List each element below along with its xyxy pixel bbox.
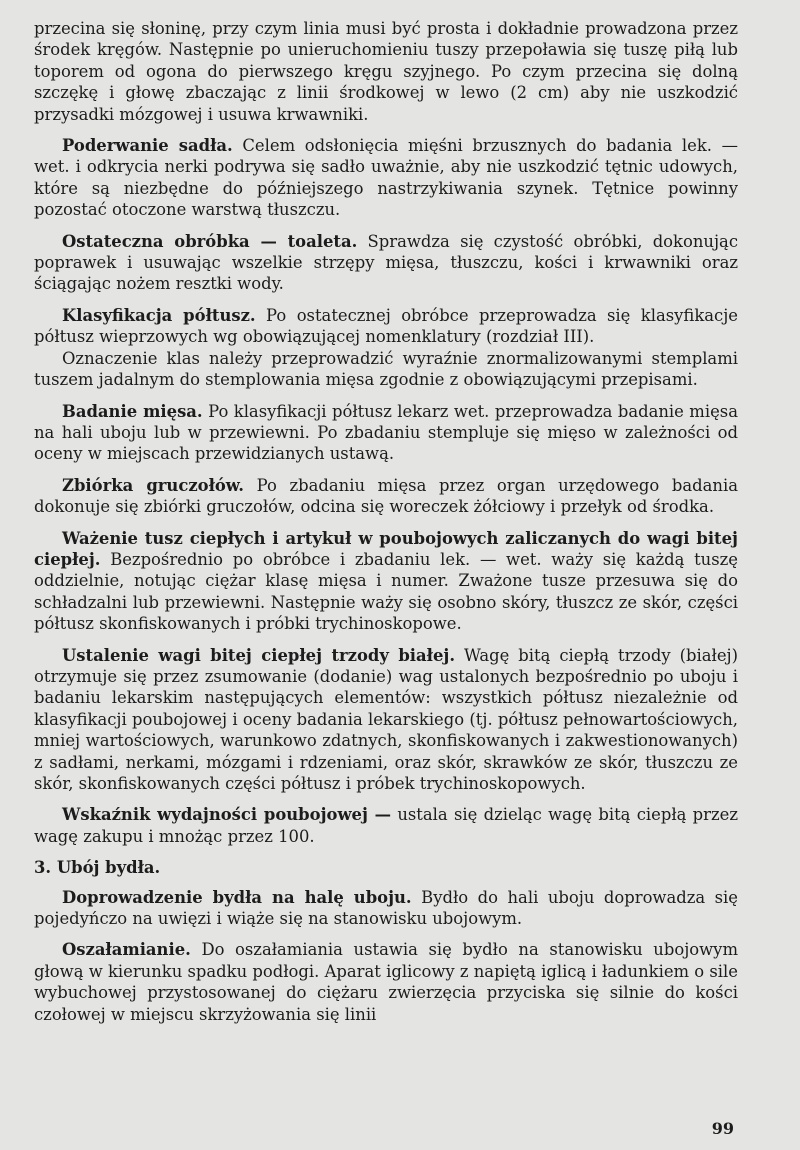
paragraph-text: Bydło do hali uboju doprowadza się pojedyńczo na uwięzi i wiąże się na stanowisku ubojowym. <box>34 887 738 929</box>
paragraph-wazenie-tusz <box>34 528 738 635</box>
paragraph-text: Do oszałamiania ustawia się bydło na stanowisku ubojowym głową w kierunku spadku podłogi. Aparat iglicowy z napiętą iglicą i ładunkiem o sile wybuchowej przystosowanej do ciężaru zwierzęcia przyciska się silnie do kości czołowej w miejscu skrzyżowania się linii <box>34 940 738 1024</box>
paragraph-text: Oznaczenie klas należy przeprowadzić wyraźnie znormalizowanymi stemplami tuszem jadalnym do stemplowania mięsa zgodnie z obowiązującymi przepisami. <box>34 348 738 390</box>
paragraph-text: Celem odsłonięcia mięśni brzusznych do badania lek. — wet. i odkrycia nerki podrywa się sadło uważnie, aby nie uszkodzić tętnic udowych, które są niezbędne do późniejszego nastrzykiwania szynek. Tętnice powinny pozostać otoczone warstwą tłuszczu. <box>34 136 739 220</box>
paragraph-heading: Badanie mięsa. <box>62 401 203 421</box>
paragraph-text: ustala się dzieląc wagę bitą ciepłą przez wagę zakupu i mnożąc przez 100. <box>34 805 738 846</box>
paragraph-zbiorka-gruczolow <box>34 475 738 518</box>
page-number: 99 <box>711 1119 734 1138</box>
paragraph-text: Sprawdza się czystość obróbki, dokonując poprawek i usuwając wszelkie strzępy mięsa, tłuszczu, kości i krwawniki oraz ściągając nożem resztki wody. <box>34 231 738 294</box>
paragraph-text: Bezpośrednio po obróbce i zbadaniu lek. — wet. waży się każdą tuszę oddzielnie, notując ciężar klasę mięsa i numer. Zważone tusze przesuwa się do schładzalni lub przewiewni. Następnie waży się osobno skóry, tłuszcz ze skór, części półtusz skonfiskowanych i próbki trychinoskopowe. <box>34 549 738 634</box>
paragraph-oznaczenie-klas <box>34 348 738 391</box>
paragraph-text: Wagę bitą ciepłą trzody (białej) otrzymuje się przez zsumowanie (dodanie) wag ustalonych bezpośrednio po uboju i badaniu lekarskim następujących elementów: wszystkich półtusz niezależnie od klasyfikacji poubojowej i oceny badania lekarskiego (tj. półtusz pełnowartościowych, mniej wartościowych, warunkowo zdatnych, skonfiskowanych i zakwestionowanych) z sadłami, nerkami, mózgami i rdzeniami, oraz skór, skrawków ze skór, tłuszczu ze skór, skonfiskowanych części półtusz i próbek trychinoskopowych. <box>34 645 738 793</box>
paragraph-heading: Poderwanie sadła. <box>62 136 233 156</box>
paragraph-heading: Ważenie tusz ciepłych i artykuł w poubojowych zaliczanych do wagi bitej ciepłej. <box>34 528 738 569</box>
paragraph-heading: Ostateczna obróbka — toaleta. <box>62 231 358 251</box>
paragraph-poderwanie-sadla <box>34 135 738 221</box>
paragraph-intro <box>34 18 738 125</box>
page-content <box>34 18 738 1035</box>
paragraph-text: Po zbadaniu mięsa przez organ urzędowego badania dokonuje się zbiórki gruczołów, odcina się woreczek żółciowy i przełyk od środka. <box>34 475 739 517</box>
section-title: 3. Ubój bydła. <box>34 858 161 878</box>
paragraph-text: przecina się słoninę, przy czym linia musi być prosta i dokładnie prowadzona przez środek kręgów. Następnie po unieruchomieniu tuszy przepoławia się tuszę piłą lub toporem od ogona do pierwszego kręgu szyjnego. Po czym przecina się dolną szczękę i głowę zbaczając z linii środkowej w lewo (2 cm) aby nie uszkodzić przysadki mózgowej i usuwa krwawniki. <box>34 19 738 124</box>
paragraph-heading: Ustalenie wagi bitej ciepłej trzody białej. <box>62 645 456 665</box>
paragraph-heading: Klasyfikacja półtusz. <box>62 305 256 325</box>
paragraph-text: Po klasyfikacji półtusz lekarz wet. przeprowadza badanie mięsa na hali uboju lub w przewiewni. Po zbadaniu stempluje się mięso w zależności od oceny w miejscach przewidzianych ustawą. <box>34 401 738 464</box>
paragraph-wskaznik-wydajnosci <box>34 804 738 847</box>
paragraph-heading: Doprowadzenie bydła na halę uboju. <box>62 887 412 907</box>
paragraph-heading: Zbiórka gruczołów. <box>62 475 244 495</box>
paragraph-text: Po ostatecznej obróbce przeprowadza się klasyfikacje półtusz wieprzowych wg obowiązującej nomenklatury (rozdział III). <box>34 305 738 347</box>
paragraph-doprowadzenie-bydla <box>34 887 738 930</box>
paragraph-ostateczna-obrobka <box>34 231 738 295</box>
paragraph-oszalamianie <box>34 939 738 1025</box>
paragraph-heading: Wskaźnik wydajności poubojowej — <box>62 805 392 825</box>
paragraph-badanie-miesa <box>34 401 738 465</box>
paragraph-heading: Oszałamianie. <box>62 940 191 960</box>
paragraph-ustalenie-wagi <box>34 645 738 795</box>
paragraph-klasyfikacja <box>34 305 738 348</box>
